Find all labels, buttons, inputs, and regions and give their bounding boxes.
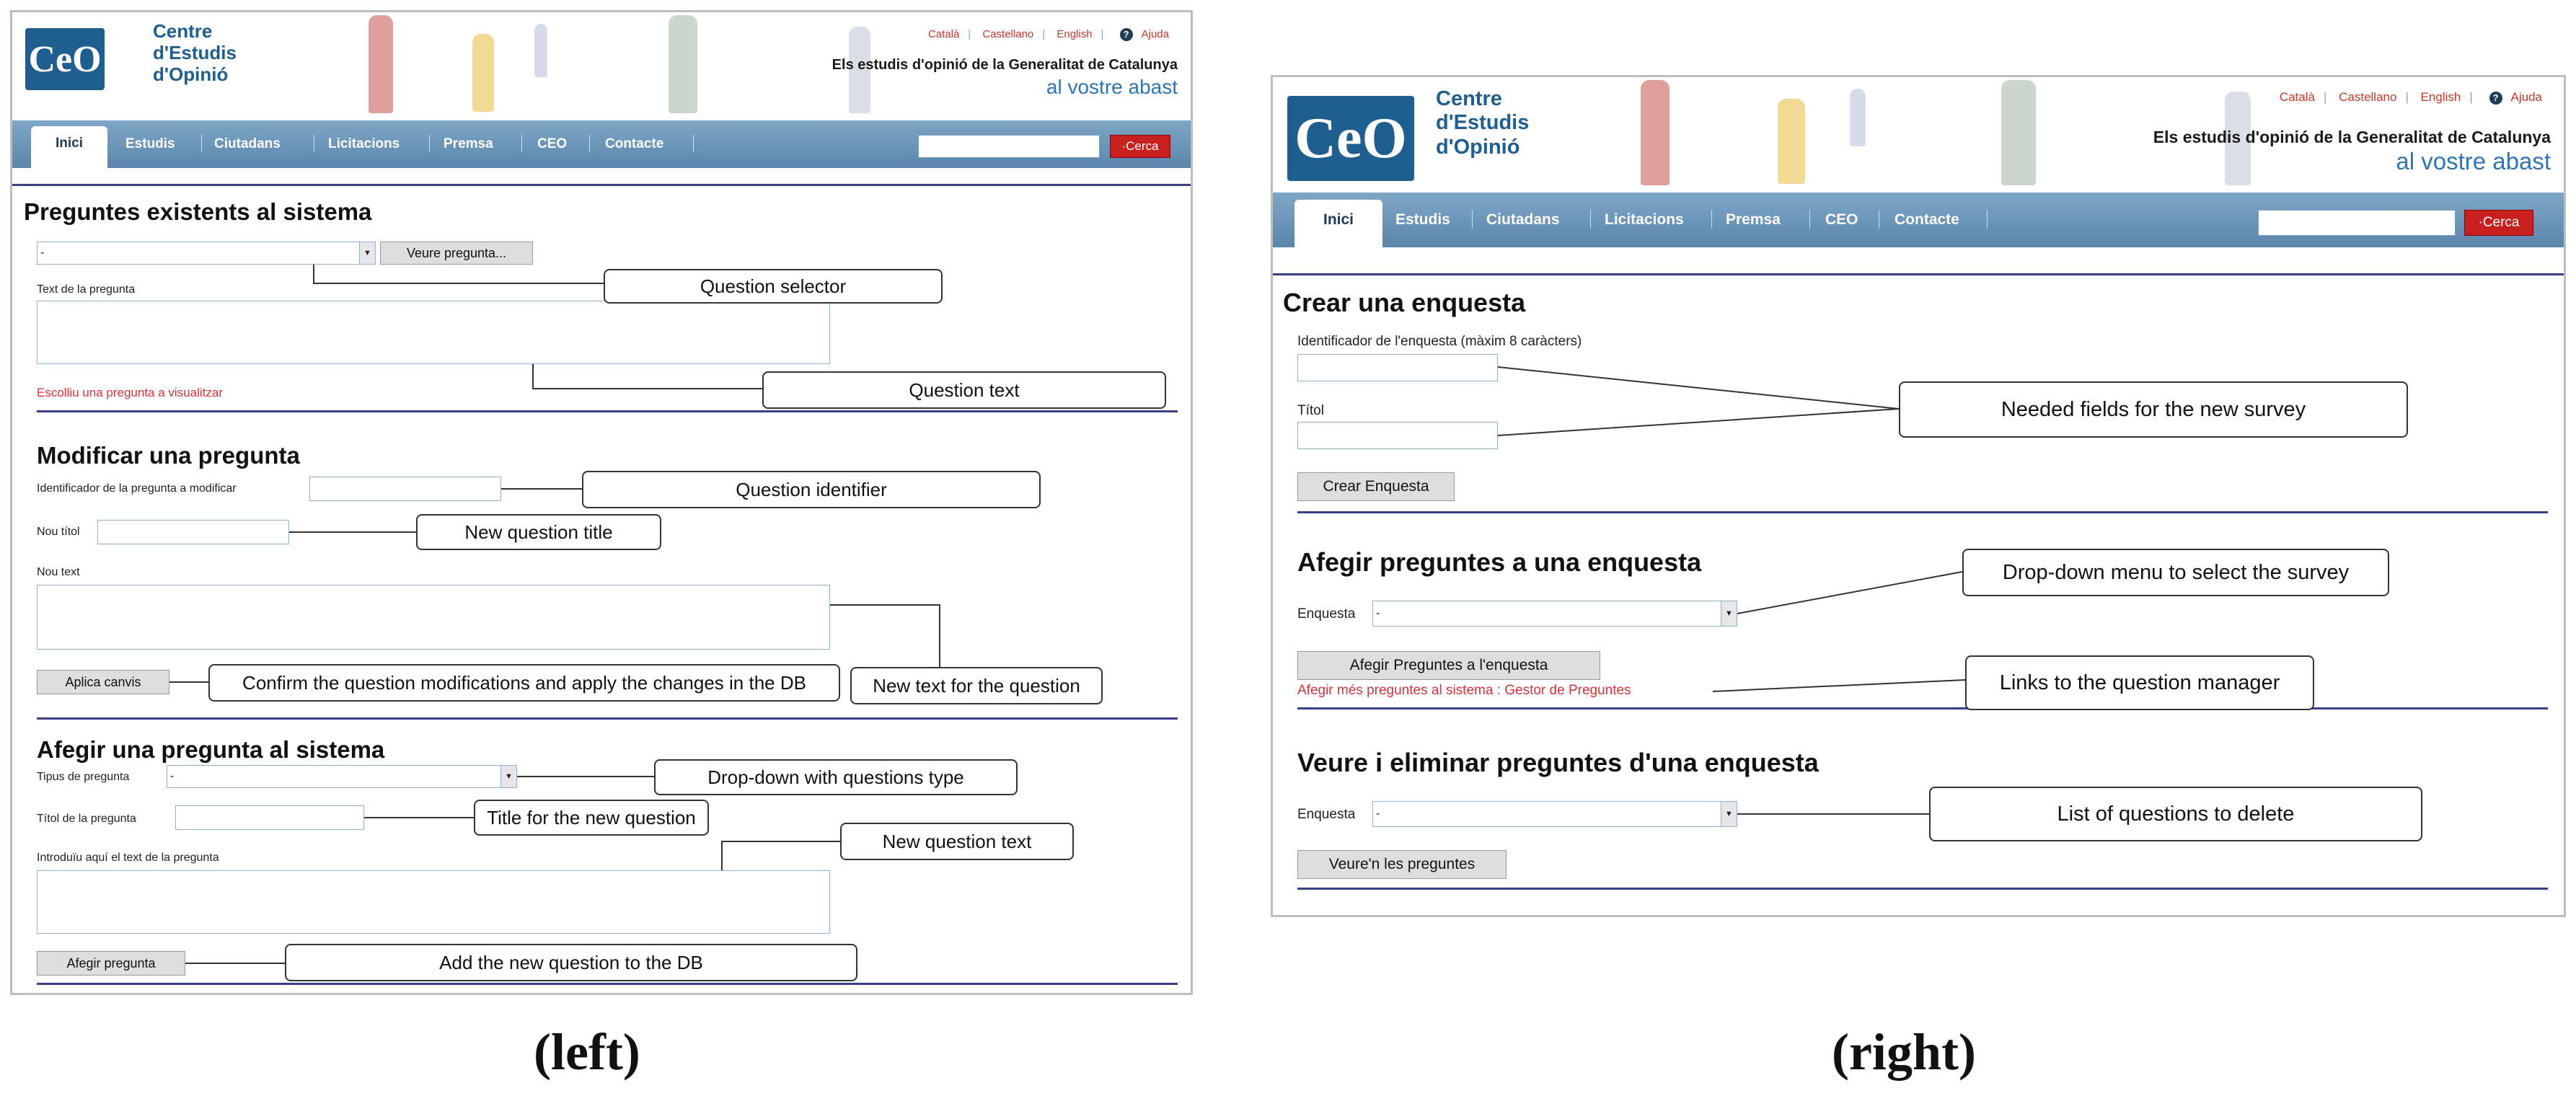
add-questions-to-survey-button[interactable]: Afegir Preguntes a l'enquesta — [1297, 651, 1600, 680]
nav-ceo[interactable]: CEO — [1825, 211, 1858, 228]
callout-new-question-text: New question text — [840, 823, 1074, 860]
nav-ciutadans[interactable]: Ciutadans — [214, 136, 281, 151]
language-links: Català | Castellano | English | ? Ajuda — [924, 28, 1178, 41]
callout-needed-fields: Needed fields for the new survey — [1899, 381, 2408, 438]
tagline-sub: al vostre abast — [1046, 76, 1178, 98]
new-title-label: Nou títol — [37, 526, 80, 538]
search-button[interactable]: ·Cerca — [1110, 135, 1170, 158]
view-questions-button[interactable]: Veure'n les preguntes — [1297, 850, 1507, 879]
survey-select[interactable]: - ▼ — [1372, 601, 1737, 627]
lang-english[interactable]: English — [1057, 28, 1093, 40]
nav-inici[interactable]: Inici — [1294, 200, 1382, 247]
question-title-label: Títol de la pregunta — [37, 813, 136, 825]
tagline-main: Els estudis d'opinió de la Generalitat de Catalunya — [2153, 128, 2551, 146]
nav-premsa[interactable]: Premsa — [1726, 211, 1781, 228]
question-select[interactable]: - ▼ — [37, 242, 376, 265]
callout-question-text: Question text — [762, 371, 1166, 409]
callout-links-question-manager: Links to the question manager — [1965, 655, 2314, 710]
nav-estudis[interactable]: Estudis — [1395, 211, 1450, 228]
nav-contacte[interactable]: Contacte — [1894, 211, 1959, 228]
section-title-view-delete: Veure i eliminar preguntes d'una enquesta — [1297, 748, 1819, 777]
lang-english[interactable]: English — [2420, 90, 2461, 104]
logo-line-2: d'Estudis — [1436, 111, 1530, 135]
survey-id-label: Identificador de l'enquesta (màxim 8 caràcters) — [1297, 334, 1582, 349]
help-icon: ? — [1120, 28, 1133, 41]
chevron-down-icon: ▼ — [359, 242, 375, 264]
modify-id-label: Identificador de la pregunta a modificar — [37, 482, 237, 495]
survey-select-delete[interactable]: - ▼ — [1372, 801, 1737, 827]
callout-new-text: New text for the question — [850, 667, 1103, 704]
nav-inici[interactable]: Inici — [31, 126, 107, 168]
help-link[interactable]: ? Ajuda — [1116, 28, 1173, 40]
choose-question-message: Escolliu una pregunta a visualitzar — [37, 386, 223, 399]
nav-ceo[interactable]: CEO — [537, 136, 568, 151]
question-type-select[interactable]: - ▼ — [167, 765, 517, 788]
question-text-label: Text de la pregunta — [37, 283, 136, 296]
question-manager-link[interactable]: Afegir més preguntes al sistema : Gestor de Preguntes — [1297, 683, 1631, 698]
nav-ciutadans[interactable]: Ciutadans — [1486, 211, 1560, 228]
nav-estudis[interactable]: Estudis — [125, 136, 175, 151]
nav-premsa[interactable]: Premsa — [444, 136, 493, 151]
nav-contacte[interactable]: Contacte — [605, 136, 664, 151]
survey-label-2: Enquesta — [1297, 807, 1356, 822]
lang-catala[interactable]: Català — [2279, 90, 2315, 104]
logo-line-3: d'Opinió — [1436, 135, 1520, 159]
callout-dropdown-survey: Drop-down menu to select the survey — [1962, 549, 2389, 596]
section-title-existing: Preguntes existents al sistema — [24, 198, 372, 225]
apply-changes-button[interactable]: Aplica canvis — [37, 670, 169, 694]
logo-line-1: Centre — [153, 20, 213, 42]
survey-title-label: Títol — [1297, 403, 1324, 418]
callout-add-question-db: Add the new question to the DB — [285, 944, 857, 981]
callout-list-questions-delete: List of questions to delete — [1929, 787, 2422, 841]
lang-catala[interactable]: Català — [927, 28, 960, 40]
section-title-add-questions: Afegir preguntes a una enquesta — [1297, 547, 1702, 577]
callout-dropdown-question-type: Drop-down with questions type — [654, 759, 1018, 795]
create-survey-button[interactable]: Crear Enquesta — [1297, 472, 1455, 501]
help-icon: ? — [2489, 92, 2502, 105]
help-link[interactable]: ? Ajuda — [2485, 90, 2546, 104]
ceo-logo[interactable]: CeO — [25, 28, 105, 90]
chevron-down-icon: ▼ — [500, 766, 516, 787]
lang-castellano[interactable]: Castellano — [982, 28, 1034, 40]
add-question-button[interactable]: Afegir pregunta — [37, 951, 185, 976]
section-title-create-survey: Crear una enquesta — [1283, 288, 1526, 317]
lang-castellano[interactable]: Castellano — [2339, 90, 2397, 104]
callout-question-identifier: Question identifier — [582, 471, 1041, 508]
callout-title-new-question: Title for the new question — [474, 800, 709, 836]
right-screenshot — [1271, 75, 2566, 917]
chevron-down-icon: ▼ — [1721, 802, 1737, 826]
section-title-add: Afegir una pregunta al sistema — [37, 736, 385, 763]
nav-licitacions[interactable]: Licitacions — [1605, 211, 1684, 228]
chevron-down-icon: ▼ — [1721, 601, 1737, 626]
logo-line-3: d'Opinió — [153, 63, 229, 85]
callout-confirm-modifications: Confirm the question modifications and apply the changes in the DB — [208, 664, 840, 702]
ceo-logo[interactable]: CeO — [1287, 96, 1414, 181]
survey-label: Enquesta — [1297, 606, 1356, 622]
view-question-button[interactable]: Veure pregunta... — [380, 242, 533, 265]
logo-line-2: d'Estudis — [153, 41, 237, 63]
caption-right: (right) — [1832, 1023, 1976, 1081]
caption-left: (left) — [534, 1023, 640, 1081]
language-links: Català | Castellano | English | ? Ajuda — [2275, 90, 2551, 105]
callout-question-selector: Question selector — [604, 269, 943, 304]
tagline-sub: al vostre abast — [2396, 148, 2551, 174]
question-type-label: Tipus de pregunta — [37, 771, 130, 783]
logo-line-1: Centre — [1436, 87, 1502, 110]
nav-licitacions[interactable]: Licitacions — [328, 136, 400, 151]
callout-new-question-title: New question title — [416, 514, 661, 550]
left-screenshot — [10, 10, 1193, 995]
question-intro-label: Introduïu aquí el text de la pregunta — [37, 852, 219, 864]
search-button[interactable]: ·Cerca — [2464, 210, 2533, 236]
new-text-label: Nou text — [37, 566, 80, 578]
tagline-main: Els estudis d'opinió de la Generalitat de Catalunya — [832, 57, 1178, 73]
section-title-modify: Modificar una pregunta — [37, 442, 300, 469]
